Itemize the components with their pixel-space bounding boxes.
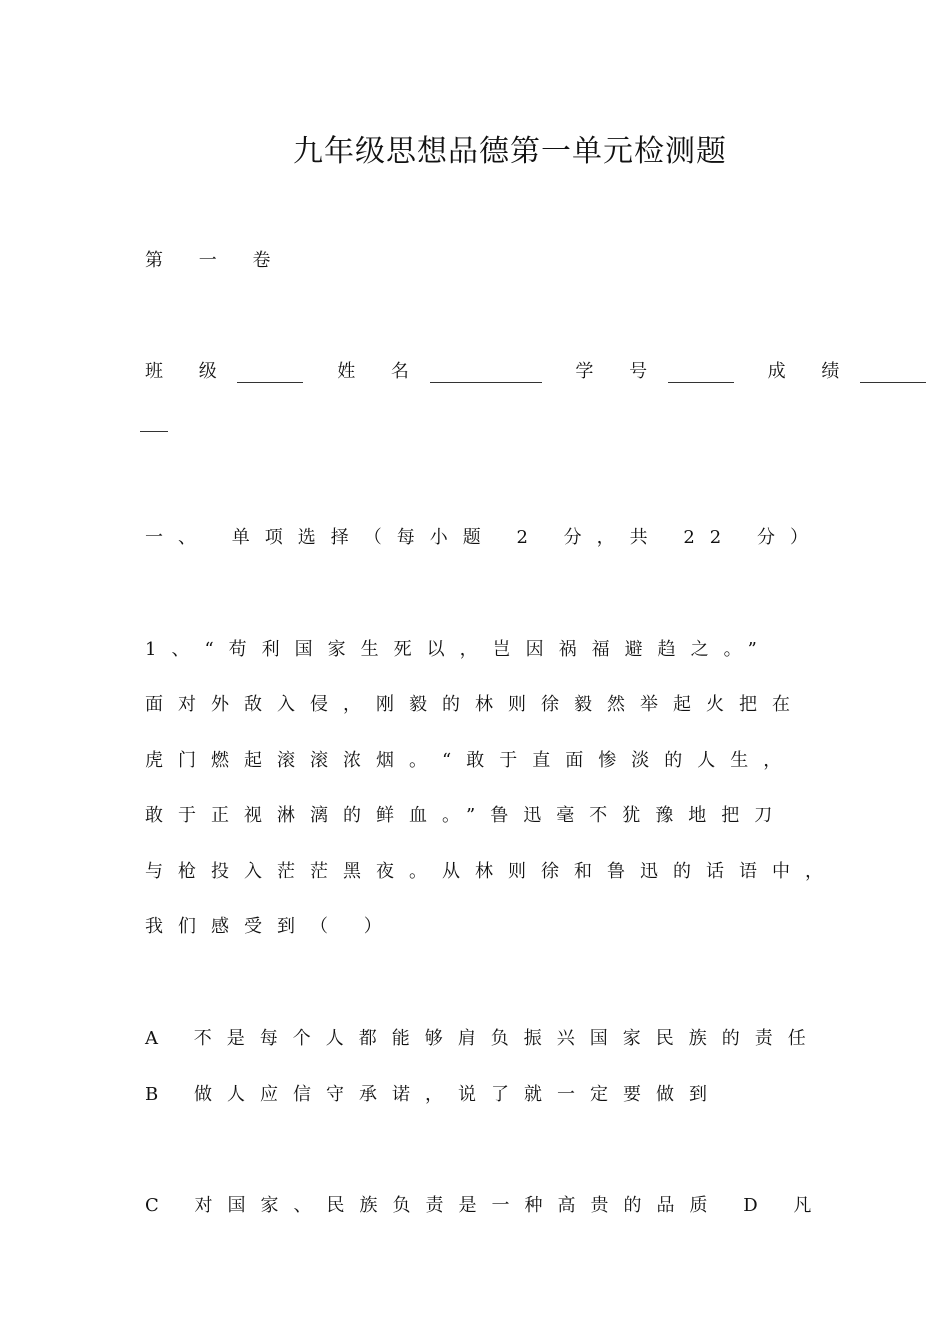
score-label: 成 绩 bbox=[767, 361, 855, 382]
question-line: 敢于正视淋漓的鲜血。”鲁迅毫不犹豫地把刀 bbox=[145, 805, 788, 826]
id-label: 学 号 bbox=[575, 361, 663, 382]
name-label: 姓 名 bbox=[337, 361, 424, 382]
option-a: A 不是每个人都能够肩负振兴国家民族的责任 bbox=[145, 1028, 821, 1049]
name-blank[interactable] bbox=[430, 364, 542, 383]
volume-heading: 第 一 卷 bbox=[145, 250, 286, 271]
student-info-form bbox=[145, 357, 926, 383]
class-blank[interactable] bbox=[237, 364, 303, 383]
id-blank[interactable] bbox=[668, 364, 734, 383]
question-line: 与枪投入茫茫黑夜。从林则徐和鲁迅的话语中， bbox=[145, 861, 838, 882]
question-line: 1、“苟利国家生死以，岂因祸福避趋之。” bbox=[145, 639, 772, 660]
score-blank[interactable] bbox=[860, 364, 926, 383]
section-heading: 一、 单项选择（每小题 2 分，共 22 分） bbox=[145, 527, 823, 548]
question-line: 我们感受到（ ） bbox=[145, 916, 397, 937]
option-c-d: C 对国家、民族负责是一种高贵的品质 D 凡 bbox=[145, 1195, 827, 1216]
class-label: 班 级 bbox=[145, 361, 232, 382]
question-line: 虎门燃起滚滚浓烟。“敢于直面惨淡的人生， bbox=[145, 750, 797, 771]
option-b: B 做人应信守承诺，说了就一定要做到 bbox=[145, 1084, 722, 1105]
question-line: 面对外敌入侵，刚毅的林则徐毅然举起火把在 bbox=[145, 694, 805, 715]
score-blank-continued[interactable] bbox=[140, 431, 168, 432]
page-title: 九年级思想品德第一单元检测题 bbox=[293, 134, 727, 169]
